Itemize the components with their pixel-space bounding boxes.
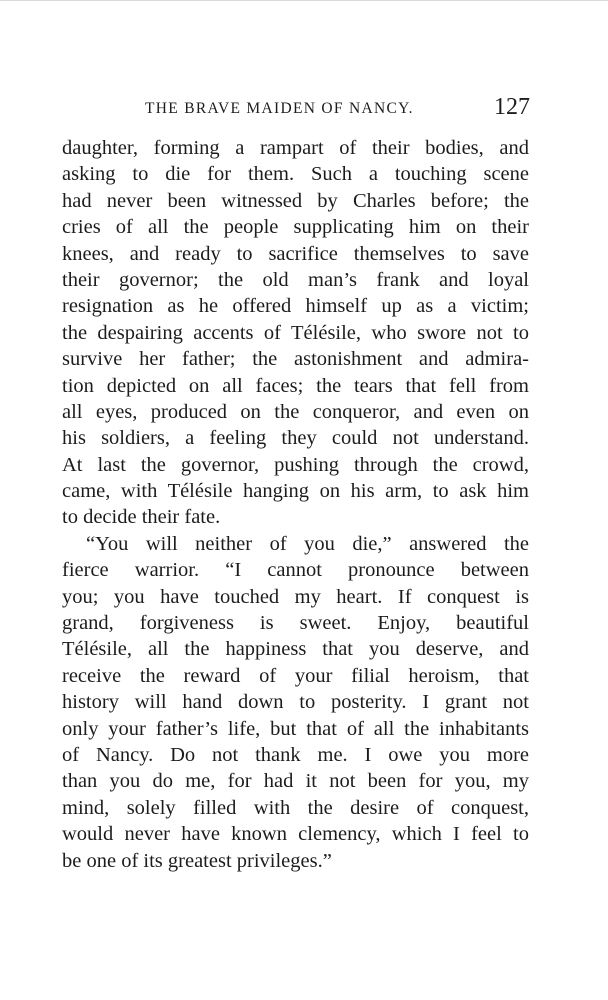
body-text <box>62 135 529 874</box>
text-line: cries of all the people supplicating him on their <box>62 216 529 239</box>
text-line: resignation as he offered himself up as a victim; <box>62 295 529 318</box>
text-line: came, with Télésile hanging on his arm, to ask him <box>62 480 529 503</box>
text-line: of Nancy. Do not thank me. I owe you more <box>62 743 529 766</box>
text-line: mind, solely filled with the desire of conquest, <box>62 796 529 819</box>
text-line: would never have known clemency, which I feel to <box>62 823 529 846</box>
running-head-title: THE BRAVE MAIDEN OF NANCY. <box>145 100 414 117</box>
text-line: only your father’s life, but that of all the inhabitants <box>62 717 529 740</box>
text-line: history will hand down to posterity. I grant not <box>62 691 529 714</box>
text-line: all eyes, produced on the conqueror, and even on <box>62 400 529 423</box>
paragraph-end-line: to decide their fate. <box>62 506 221 529</box>
text-line: than you do me, for had it not been for you, my <box>62 770 529 793</box>
scan-edge-line <box>0 0 608 1</box>
text-line: his soldiers, a feeling they could not understand. <box>62 427 529 450</box>
text-line: you; you have touched my heart. If conquest is <box>62 585 529 608</box>
text-line: Télésile, all the happiness that you deserve, and <box>62 638 529 661</box>
text-line: had never been witnessed by Charles before; the <box>62 189 529 212</box>
text-line: receive the reward of your filial heroism, that <box>62 664 529 687</box>
text-line: fierce warrior. “I cannot pronounce between <box>62 559 529 582</box>
text-line: daughter, forming a rampart of their bodies, and <box>62 137 529 159</box>
text-line: their governor; the old man’s frank and loyal <box>62 268 529 291</box>
text-line: asking to die for them. Such a touching scene <box>62 163 529 186</box>
text-line: tion depicted on all faces; the tears that fell from <box>62 374 529 397</box>
text-line: the despairing accents of Télésile, who swore not to <box>62 321 529 344</box>
paragraph-end-line: be one of its greatest privileges.” <box>62 849 332 872</box>
text-line: survive her father; the astonishment and admira- <box>62 348 529 371</box>
paragraph-start-line: “You will neither of you die,” answered the <box>86 532 529 555</box>
text-line: At last the governor, pushing through the crowd, <box>62 453 529 476</box>
text-line: grand, forgiveness is sweet. Enjoy, beautiful <box>62 612 529 635</box>
running-head <box>60 94 530 122</box>
text-line: knees, and ready to sacrifice themselves to save <box>62 242 529 265</box>
page-number: 127 <box>494 94 530 120</box>
